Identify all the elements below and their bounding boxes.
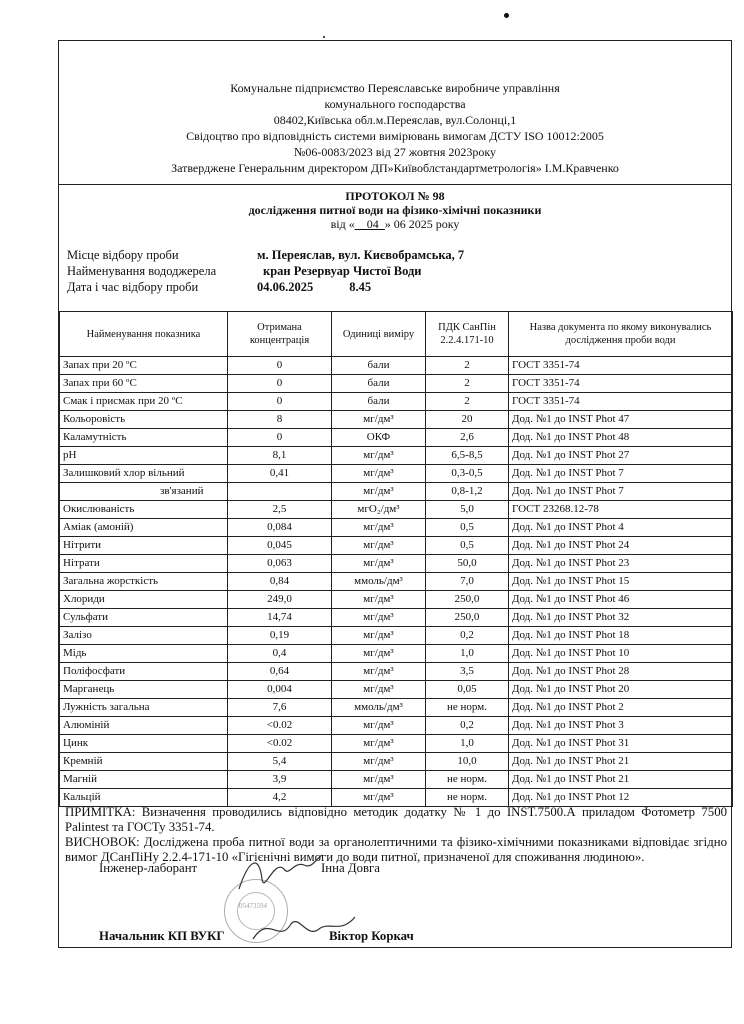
cell-document: Дод. №1 до INST Phot 7: [509, 465, 733, 483]
cell-indicator: Хлориди: [60, 591, 228, 609]
cell-unit: мг/дм³: [332, 609, 426, 627]
cell-indicator: Поліфосфати: [60, 663, 228, 681]
col-header-pdk: ПДК СанПін 2.2.4.171-10: [426, 312, 509, 357]
protocol-title: ПРОТОКОЛ № 98: [345, 189, 445, 203]
signature-scribble-1: [234, 849, 324, 899]
cell-unit: мг/дм³: [332, 771, 426, 789]
cell-indicator: Залишковий хлор вільний: [60, 465, 228, 483]
cell-document: Дод. №1 до INST Phot 2: [509, 699, 733, 717]
cell-unit: мг/дм³: [332, 735, 426, 753]
cell-pdk: 6,5-8,5: [426, 447, 509, 465]
table-row: [60, 573, 733, 591]
date-suffix: » 06 2025 року: [384, 217, 460, 231]
cell-concentration: <0.02: [228, 717, 332, 735]
date-day: __04_: [354, 217, 385, 231]
cell-pdk: 0,05: [426, 681, 509, 699]
cell-indicator: Каламутність: [60, 429, 228, 447]
cell-document: Дод. №1 до INST Phot 10: [509, 645, 733, 663]
date-prefix: від «: [330, 217, 355, 231]
cell-document: Дод. №1 до INST Phot 12: [509, 789, 733, 807]
cell-pdk: 250,0: [426, 591, 509, 609]
cell-unit: ммоль/дм³: [332, 699, 426, 717]
table-row: [60, 375, 733, 393]
cell-unit: мг/дм³: [332, 591, 426, 609]
cell-unit: мгО₂/дм³: [332, 501, 426, 519]
cell-indicator: Кальцій: [60, 789, 228, 807]
place-value: м. Переяслав, вул. Києвобрамська, 7: [257, 248, 465, 262]
cell-unit: мг/дм³: [332, 411, 426, 429]
table-row: [60, 429, 733, 447]
org-address: 08402,Київська обл.м.Переяслав, вул.Солонці,1: [273, 113, 517, 127]
conclusion-text: ВИСНОВОК: Досліджена проба питної води за органолептичними та фізико-хімічними показниками відповідає згідно вимог ДСанПіНу 2.2.4-171-10 «Гігієнічні вимоги до води питної, призначеної для споживання людиною».: [65, 835, 727, 864]
table-row: [60, 717, 733, 735]
cell-document: Дод. №1 до INST Phot 23: [509, 555, 733, 573]
source-label: Найменування вододжерела: [67, 264, 217, 278]
cell-pdk: 0,2: [426, 627, 509, 645]
cell-pdk: 50,0: [426, 555, 509, 573]
table-row: [60, 555, 733, 573]
cell-concentration: 2,5: [228, 501, 332, 519]
cell-pdk: 2: [426, 357, 509, 375]
protocol-title-block: [59, 189, 731, 231]
cell-pdk: 1,0: [426, 645, 509, 663]
sampling-datetime: [67, 279, 371, 295]
notes-block: [65, 805, 727, 865]
table-row: [60, 357, 733, 375]
cell-indicator: Залізо: [60, 627, 228, 645]
cell-concentration: 14,74: [228, 609, 332, 627]
cell-concentration: 0,84: [228, 573, 332, 591]
cell-pdk: 10,0: [426, 753, 509, 771]
cell-document: Дод. №1 до INST Phot 28: [509, 663, 733, 681]
cell-indicator: Загальна жорсткість: [60, 573, 228, 591]
cell-document: Дод. №1 до INST Phot 20: [509, 681, 733, 699]
cell-document: Дод. №1 до INST Phot 47: [509, 411, 733, 429]
cell-indicator: Нітрити: [60, 537, 228, 555]
cell-concentration: 7,6: [228, 699, 332, 717]
cell-pdk: 7,0: [426, 573, 509, 591]
table-row: [60, 537, 733, 555]
cell-unit: мг/дм³: [332, 663, 426, 681]
col-header-document: Назва документа по якому виконувались дослідження проби води: [509, 312, 733, 357]
cell-concentration: 0: [228, 375, 332, 393]
table-row: [60, 411, 733, 429]
cell-concentration: 8,1: [228, 447, 332, 465]
cell-pdk: не норм.: [426, 699, 509, 717]
cell-pdk: 1,0: [426, 735, 509, 753]
cell-document: Дод. №1 до INST Phot 3: [509, 717, 733, 735]
protocol-subtitle: дослідження питної води на фізико-хімічні показники: [248, 203, 542, 217]
signature-name-2: Віктор Коркач: [329, 929, 414, 943]
cell-unit: мг/дм³: [332, 483, 426, 501]
cell-document: Дод. №1 до INST Phot 31: [509, 735, 733, 753]
cell-unit: мг/дм³: [332, 465, 426, 483]
table-row: [60, 645, 733, 663]
cell-pdk: 2: [426, 375, 509, 393]
cell-concentration: 0: [228, 429, 332, 447]
cell-pdk: 0,2: [426, 717, 509, 735]
cell-concentration: 0: [228, 357, 332, 375]
cell-concentration: 0,64: [228, 663, 332, 681]
signature-role-2: Начальник КП ВУКГ: [99, 929, 225, 943]
cell-concentration: 5,4: [228, 753, 332, 771]
cell-indicator: зв'язаний: [60, 483, 228, 501]
cell-indicator: Мідь: [60, 645, 228, 663]
datetime-time: 8.45: [349, 280, 372, 294]
table-row: [60, 609, 733, 627]
protocol-date: [59, 217, 731, 231]
cell-indicator: Магній: [60, 771, 228, 789]
cell-indicator: pH: [60, 447, 228, 465]
cell-document: ГОСТ 23268.12-78: [509, 501, 733, 519]
cell-pdk: 5,0: [426, 501, 509, 519]
source-value: кран Резервуар Чистої Води: [263, 264, 422, 278]
org-name: Комунальне підприємство Переяславське виробниче управління: [230, 81, 560, 95]
table-row: [60, 663, 733, 681]
cell-unit: бали: [332, 375, 426, 393]
cell-unit: мг/дм³: [332, 447, 426, 465]
table-row: [60, 789, 733, 807]
certificate-number: №06-0083/2023 від 27 жовтня 2023року: [293, 145, 497, 159]
table-row: [60, 519, 733, 537]
cell-document: Дод. №1 до INST Phot 24: [509, 537, 733, 555]
scan-speck: [504, 13, 509, 18]
col-header-unit: Одиниці виміру: [332, 312, 426, 357]
table-row: [60, 393, 733, 411]
cell-pdk: 0,8-1,2: [426, 483, 509, 501]
table-row: [60, 501, 733, 519]
results-table: [59, 311, 733, 807]
cell-document: ГОСТ 3351-74: [509, 375, 733, 393]
cell-indicator: Запах при 60 ºС: [60, 375, 228, 393]
cell-pdk: 2,6: [426, 429, 509, 447]
cell-document: ГОСТ 3351-74: [509, 393, 733, 411]
cell-concentration: [228, 483, 332, 501]
cell-indicator: Кольоровість: [60, 411, 228, 429]
cell-concentration: 0,084: [228, 519, 332, 537]
cell-document: Дод. №1 до INST Phot 18: [509, 627, 733, 645]
cell-indicator: Цинк: [60, 735, 228, 753]
cell-indicator: Алюміній: [60, 717, 228, 735]
cell-document: Дод. №1 до INST Phot 48: [509, 429, 733, 447]
cell-document: Дод. №1 до INST Phot 32: [509, 609, 733, 627]
cell-document: Дод. №1 до INST Phot 21: [509, 753, 733, 771]
document-frame: [58, 40, 732, 948]
cell-concentration: 0,19: [228, 627, 332, 645]
cell-concentration: 3,9: [228, 771, 332, 789]
cell-unit: ммоль/дм³: [332, 573, 426, 591]
table-row: [60, 771, 733, 789]
cell-indicator: Смак і присмак при 20 ºС: [60, 393, 228, 411]
cell-unit: мг/дм³: [332, 789, 426, 807]
stamp-number: 05473594: [239, 902, 267, 910]
table-row: [60, 753, 733, 771]
cell-document: Дод. №1 до INST Phot 4: [509, 519, 733, 537]
table-header-row: [60, 312, 733, 357]
cell-concentration: 0: [228, 393, 332, 411]
col-header-concentration: Отримана концентрація: [228, 312, 332, 357]
cell-indicator: Кремній: [60, 753, 228, 771]
table-row: [60, 483, 733, 501]
cell-unit: бали: [332, 393, 426, 411]
cell-pdk: 20: [426, 411, 509, 429]
scan-speck: [323, 36, 325, 38]
cell-indicator: Марганець: [60, 681, 228, 699]
cell-unit: мг/дм³: [332, 717, 426, 735]
cell-document: Дод. №1 до INST Phot 15: [509, 573, 733, 591]
cell-concentration: 0,004: [228, 681, 332, 699]
signature-scribble-2: [249, 909, 359, 949]
cell-concentration: 0,045: [228, 537, 332, 555]
cell-pdk: 0,5: [426, 537, 509, 555]
cell-document: ГОСТ 3351-74: [509, 357, 733, 375]
cell-concentration: 0,4: [228, 645, 332, 663]
certificate-line: Свідоцтво про відповідність системи вимірювань вимогам ДСТУ ISO 10012:2005: [186, 129, 604, 143]
cell-indicator: Сульфати: [60, 609, 228, 627]
place-label: Місце відбору проби: [67, 248, 179, 262]
datetime-date: 04.06.2025: [257, 280, 314, 294]
datetime-label: Дата і час відбору проби: [67, 280, 199, 294]
cell-indicator: Аміак (амоній): [60, 519, 228, 537]
cell-concentration: 249,0: [228, 591, 332, 609]
cell-unit: мг/дм³: [332, 537, 426, 555]
table-row: [60, 627, 733, 645]
org-name-cont: комунального господарства: [324, 97, 466, 111]
cell-unit: мг/дм³: [332, 753, 426, 771]
cell-concentration: 4,2: [228, 789, 332, 807]
sampling-place: [67, 247, 464, 263]
cell-unit: ОКФ: [332, 429, 426, 447]
note-text: ПРИМІТКА: Визначення проводились відповідно методик додатку № 1 до INST.7500.А приладом Фотометр 7500 Palintest та ГОСТу 3351-74.: [65, 805, 727, 834]
table-row: [60, 447, 733, 465]
cell-unit: бали: [332, 357, 426, 375]
signature-role-1: Інженер-лаборант: [99, 861, 198, 875]
col-header-indicator: Найменування показника: [60, 312, 228, 357]
cell-pdk: 2: [426, 393, 509, 411]
cell-document: Дод. №1 до INST Phot 7: [509, 483, 733, 501]
table-row: [60, 465, 733, 483]
cell-document: Дод. №1 до INST Phot 27: [509, 447, 733, 465]
cell-unit: мг/дм³: [332, 681, 426, 699]
approval-line: Затверджене Генеральним директором ДП»Київоблстандартметрологія» І.М.Кравченко: [171, 161, 619, 175]
cell-pdk: не норм.: [426, 771, 509, 789]
cell-indicator: Запах при 20 ºС: [60, 357, 228, 375]
cell-pdk: 250,0: [426, 609, 509, 627]
cell-concentration: 0,063: [228, 555, 332, 573]
water-source: [67, 263, 422, 279]
table-row: [60, 699, 733, 717]
organization-header: [59, 41, 731, 185]
cell-document: Дод. №1 до INST Phot 46: [509, 591, 733, 609]
table-row: [60, 681, 733, 699]
cell-unit: мг/дм³: [332, 519, 426, 537]
cell-pdk: не норм.: [426, 789, 509, 807]
table-row: [60, 591, 733, 609]
cell-indicator: Нітрати: [60, 555, 228, 573]
signature-name-1: Інна Довга: [321, 861, 380, 875]
cell-indicator: Лужність загальна: [60, 699, 228, 717]
cell-pdk: 0,3-0,5: [426, 465, 509, 483]
cell-indicator: Окислюваність: [60, 501, 228, 519]
cell-pdk: 0,5: [426, 519, 509, 537]
cell-concentration: <0.02: [228, 735, 332, 753]
cell-unit: мг/дм³: [332, 627, 426, 645]
cell-document: Дод. №1 до INST Phot 21: [509, 771, 733, 789]
cell-pdk: 3,5: [426, 663, 509, 681]
cell-concentration: 8: [228, 411, 332, 429]
cell-concentration: 0,41: [228, 465, 332, 483]
cell-unit: мг/дм³: [332, 555, 426, 573]
cell-unit: мг/дм³: [332, 645, 426, 663]
table-row: [60, 735, 733, 753]
